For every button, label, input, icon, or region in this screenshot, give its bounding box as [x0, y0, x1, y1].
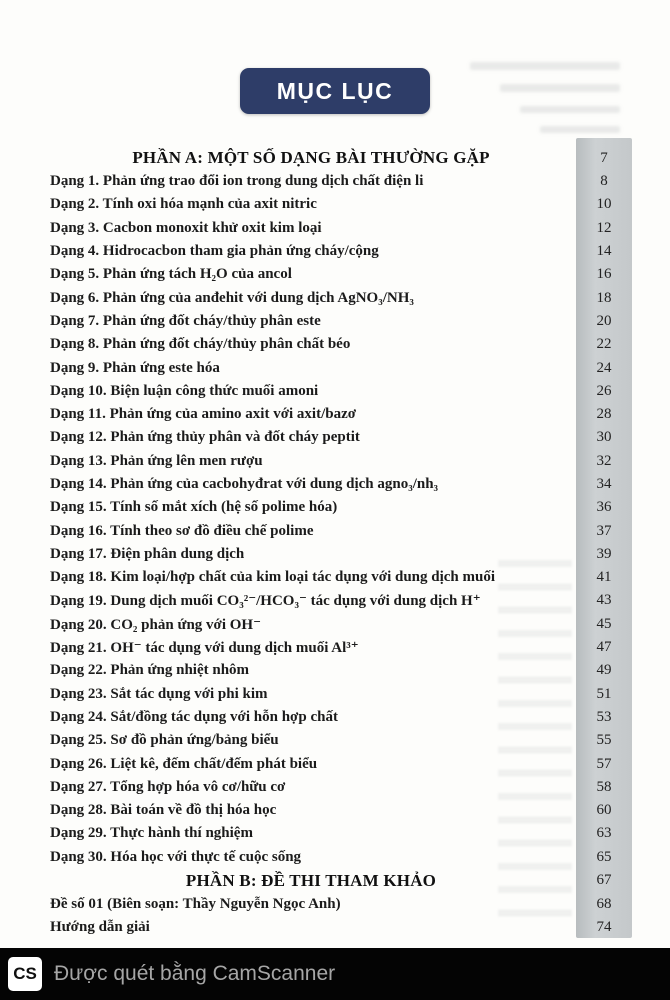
toc-entry-label: Dạng 22. Phản ứng nhiệt nhôm [50, 662, 250, 679]
toc-entry-page: 74 [596, 919, 612, 936]
toc-entry-page: 28 [596, 406, 612, 423]
scan-artifact [470, 62, 620, 70]
toc-entry [50, 450, 670, 473]
section-b-row [50, 869, 670, 893]
toc-entry-label: Dạng 24. Sắt/đồng tác dụng với hỗn hợp chất [50, 708, 338, 725]
toc-entry [50, 333, 670, 356]
toc-entry-label: Dạng 6. Phản ứng của anđehit với dung dịch AgNO₃/NH₃ [50, 289, 414, 306]
page-title: MỤC LỤC [276, 77, 394, 104]
toc-entry-label: Dạng 11. Phản ứng của amino axit với axit/bazơ [50, 406, 357, 423]
toc-entry-page: 22 [596, 336, 612, 353]
toc-entry-page: 36 [596, 499, 612, 516]
toc-entry-label: Dạng 4. Hidrocacbon tham gia phản ứng cháy/cộng [50, 243, 379, 260]
toc-entry-page: 51 [596, 685, 612, 702]
toc-entry-page: 63 [596, 825, 612, 842]
toc-items-part-b [50, 893, 670, 940]
toc-entry [50, 217, 670, 240]
toc-entry [50, 193, 670, 216]
toc-entry [50, 683, 670, 706]
toc-entry-page: 41 [596, 569, 612, 586]
toc-entry-label: Dạng 26. Liệt kê, đếm chất/đếm phát biểu [50, 755, 318, 772]
toc-entry-label: Dạng 3. Cacbon monoxit khử oxit kim loại [50, 219, 322, 236]
toc-entry-page: 57 [596, 755, 612, 772]
toc-entry-label: Dạng 20. CO₂ phản ứng với OH⁻ [50, 616, 262, 633]
toc-entry-page: 47 [596, 639, 612, 656]
toc-entry-page: 26 [596, 382, 612, 399]
camscanner-logo-icon [8, 957, 42, 991]
toc-entry-page: 68 [596, 896, 612, 913]
toc-entry [50, 799, 670, 822]
toc-entry-label: Dạng 13. Phản ứng lên men rượu [50, 452, 263, 469]
toc-entry-label: Dạng 28. Bài toán về đồ thị hóa học [50, 802, 277, 819]
toc-entry-page: 60 [596, 802, 612, 819]
toc-entry [50, 170, 670, 193]
toc-entry-page: 53 [596, 708, 612, 725]
toc-entry [50, 403, 670, 426]
scan-artifact [500, 84, 620, 92]
toc-entry-page: 8 [600, 173, 608, 190]
toc-entry-page: 55 [596, 732, 612, 749]
toc-entry [50, 356, 670, 379]
toc-entry-label: Dạng 8. Phản ứng đốt cháy/thủy phân chất béo [50, 336, 351, 353]
toc-entry-label: Dạng 29. Thực hành thí nghiệm [50, 825, 253, 842]
toc-entry-page: 18 [596, 289, 612, 306]
toc-entry [50, 240, 670, 263]
toc-entry [50, 776, 670, 799]
toc-entry [50, 752, 670, 775]
scan-artifact [540, 126, 620, 133]
toc-entry-label: Dạng 18. Kim loại/hợp chất của kim loại tác dụng với dung dịch muối [50, 569, 496, 586]
toc-entry-page: 12 [596, 219, 612, 236]
toc-entry [50, 566, 670, 589]
toc-entry [50, 893, 670, 916]
toc-entry-label: Hướng dẫn giải [50, 919, 150, 936]
camscanner-footer [0, 948, 670, 1000]
toc-entry [50, 310, 670, 333]
toc-entry-label: Dạng 23. Sắt tác dụng với phi kim [50, 685, 268, 702]
toc-entry-label: Dạng 7. Phản ứng đốt cháy/thủy phân este [50, 312, 321, 329]
toc-entry [50, 589, 670, 612]
toc-entry-label: Dạng 15. Tính số mắt xích (hệ số polime hóa) [50, 499, 338, 516]
title-badge [240, 68, 430, 114]
toc-entry [50, 496, 670, 519]
toc-entry-page: 39 [596, 545, 612, 562]
toc-entry [50, 380, 670, 403]
toc-entry-page: 32 [596, 452, 612, 469]
toc-entry-page: 45 [596, 615, 612, 632]
toc-entry-label: Dạng 27. Tổng hợp hóa vô cơ/hữu cơ [50, 778, 286, 795]
scan-artifact [520, 106, 620, 113]
toc-entry-label: Dạng 2. Tính oxi hóa mạnh của axit nitric [50, 196, 317, 213]
toc-entry-label: Dạng 14. Phản ứng của cacbohyđrat với dung dịch agno₃/nh₃ [50, 476, 439, 492]
toc-entry-label: Dạng 5. Phản ứng tách H₂O của ancol [50, 266, 292, 283]
toc-entry-page: 24 [596, 359, 612, 376]
toc-entry [50, 519, 670, 542]
toc-entry-label: Dạng 21. OH⁻ tác dụng với dung dịch muối Al³⁺ [50, 640, 359, 657]
toc-entry-page: 16 [596, 266, 612, 283]
toc-entry [50, 426, 670, 449]
toc-entry-label: Dạng 12. Phản ứng thủy phân và đốt cháy peptit [50, 429, 360, 446]
toc-entry-page: 10 [596, 196, 612, 213]
toc-entry-page: 37 [596, 522, 612, 539]
toc-entry-page: 49 [596, 662, 612, 679]
camscanner-watermark-text: Được quét bằng CamScanner [54, 962, 336, 985]
toc-entry-label: Dạng 19. Dung dịch muối CO₃²⁻/HCO₃⁻ tác dụng với dung dịch H⁺ [50, 593, 481, 610]
toc-entry-page: 58 [596, 778, 612, 795]
toc-entry-label: Dạng 10. Biện luận công thức muối amoni [50, 382, 319, 399]
toc-entry [50, 916, 670, 939]
section-a-row [50, 146, 670, 170]
section-b-page: 67 [596, 872, 612, 889]
toc-entry-page: 14 [596, 243, 612, 260]
toc-entry-label: Dạng 1. Phản ứng trao đổi ion trong dung dịch chất điện li [50, 173, 424, 190]
section-a-heading: PHẦN A: MỘT SỐ DẠNG BÀI THƯỜNG GẶP [132, 148, 490, 167]
toc-entry [50, 263, 670, 286]
toc-entry [50, 659, 670, 682]
toc-entry [50, 473, 670, 496]
toc-entry [50, 613, 670, 636]
camscanner-logo-text: CS [13, 964, 37, 983]
toc-entry-label: Dạng 25. Sơ đồ phản ứng/bảng biểu [50, 732, 279, 749]
section-a-page: 7 [600, 149, 608, 166]
toc-items-part-a [50, 170, 670, 869]
toc-entry-page: 30 [596, 429, 612, 446]
toc-entry-label: Dạng 16. Tính theo sơ đồ điều chế polime [50, 522, 314, 539]
toc-entry-label: Dạng 9. Phản ứng este hóa [50, 359, 220, 376]
table-of-contents [50, 146, 670, 940]
toc-entry [50, 729, 670, 752]
toc-entry-page: 65 [596, 848, 612, 865]
toc-entry-page: 20 [596, 312, 612, 329]
toc-entry [50, 543, 670, 566]
toc-entry [50, 286, 670, 309]
toc-entry-page: 43 [596, 592, 612, 609]
toc-entry-page: 34 [596, 476, 612, 492]
toc-entry [50, 636, 670, 659]
toc-entry-label: Dạng 17. Điện phân dung dịch [50, 545, 245, 562]
toc-entry [50, 822, 670, 845]
section-b-heading: PHẦN B: ĐỀ THI THAM KHẢO [185, 870, 437, 890]
toc-entry [50, 846, 670, 869]
toc-entry-label: Dạng 30. Hóa học với thực tế cuộc sống [50, 848, 302, 865]
toc-entry-label: Đề số 01 (Biên soạn: Thầy Nguyễn Ngọc Anh) [50, 896, 341, 913]
toc-entry [50, 706, 670, 729]
